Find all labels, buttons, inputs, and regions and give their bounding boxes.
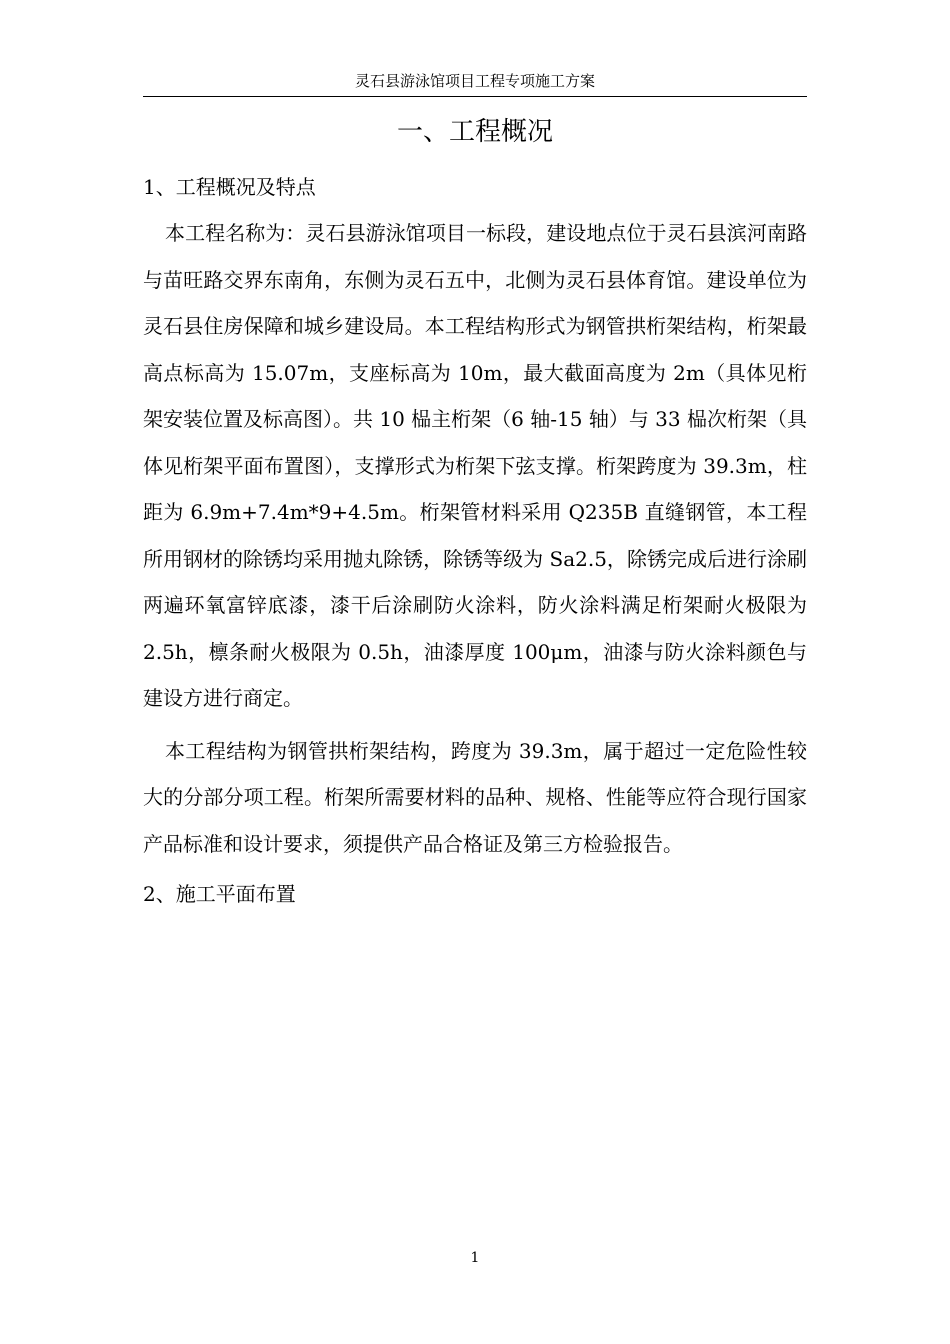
paragraph-structure-requirements: 本工程结构为钢管拱桁架结构，跨度为 39.3m，属于超过一定危险性较大的分部分项工程。桁架所需要材料的品种、规格、性能等应符合现行国家产品标准和设计要求，须提供产品合格证及第三方检验报告。 <box>143 738 807 856</box>
chapter-title: 一、工程概况 <box>396 117 553 147</box>
section-heading-site-layout: 2、施工平面布置 <box>143 882 296 906</box>
paragraph-project-description: 本工程名称为：灵石县游泳馆项目一标段，建设地点位于灵石县滨河南路与苗旺路交界东南角，东侧为灵石五中，北侧为灵石县体育馆。建设单位为灵石县住房保障和城乡建设局。本工程结构形式为钢管拱桁架结构，桁架最高点标高为 15.07m，支座标高为 10m，最大截面高度为 2m（具体见桁架安装位置及标高图）。共 10 榀主桁架（6 轴-15 轴）与 33 榀次桁架（具体见桁架平面布置图），支撑形式为桁架下弦支撑。桁架跨度为 39.3m，柱距为 6.9m+7.4m*9+4.5m。桁架管材料采用 Q235B 直缝钢管，本工程所用钢材的除锈均采用抛丸除锈，除锈等级为 Sa2.5，除锈完成后进行涂刷两遍环氧富锌底漆，漆干后涂刷防火涂料，防火涂料满足桁架耐火极限为 2.5h，檩条耐火极限为 0.5h，油漆厚度 100μm，油漆与防火涂料颜色与建设方进行商定。 <box>143 221 807 710</box>
section-heading-overview: 1、工程概况及特点 <box>143 175 316 199</box>
running-header: 灵石县游泳馆项目工程专项施工方案 <box>354 72 595 90</box>
header-divider <box>143 96 807 97</box>
document-body <box>143 164 807 917</box>
page-number: 1 <box>470 1250 480 1266</box>
